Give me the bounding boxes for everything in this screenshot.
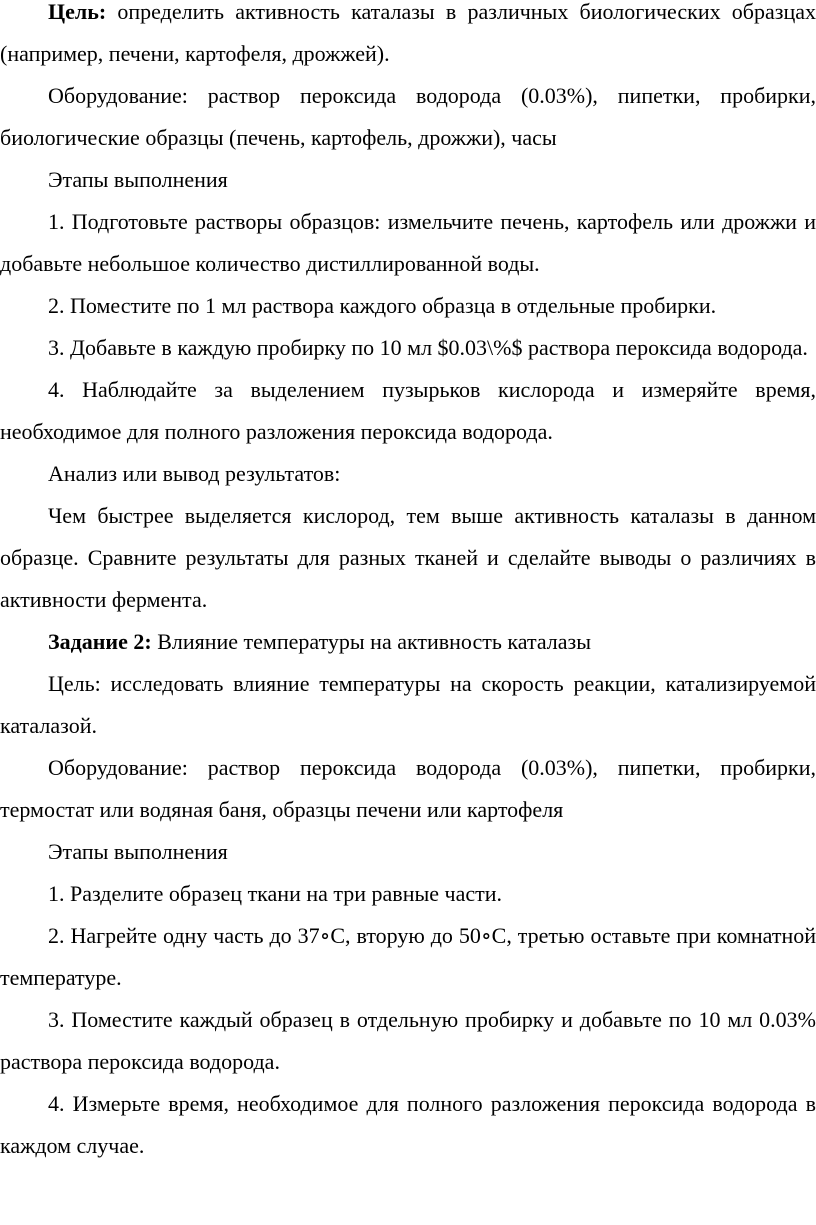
equipment-paragraph-1: Оборудование: раствор пероксида водорода (0.03%), пипетки, пробирки, биологические образцы (печень, картофель, дрожжи), часы (0, 83, 816, 150)
task-2-title: Влияние температуры на активность каталазы (151, 629, 591, 654)
goal-paragraph-1 (0, 0, 816, 75)
step-2-1: 1. Разделите образец ткани на три равные части. (48, 881, 502, 906)
equipment-paragraph-2: Оборудование: раствор пероксида водорода (0.03%), пипетки, пробирки, термостат или водяная баня, образцы печени или картофеля (0, 755, 816, 822)
goal-label: Цель: (48, 0, 107, 24)
step-1-3: 3. Добавьте в каждую пробирку по 10 мл $0.03\%$ раствора пероксида водорода. (48, 335, 808, 360)
goal-paragraph-2: Цель: исследовать влияние температуры на скорость реакции, катализируемой каталазой. (0, 671, 816, 738)
goal-text: определить активность каталазы в различных биологических образцах (например, печени, картофеля, дрожжей). (0, 0, 816, 66)
task-2-heading (0, 621, 816, 663)
task-2-label: Задание 2: (48, 629, 152, 654)
analysis-heading: Анализ или вывод результатов: (48, 461, 341, 486)
step-2-3: 3. Поместите каждый образец в отдельную пробирку и добавьте по 10 мл 0.03% раствора пероксида водорода. (0, 1007, 816, 1074)
step-1-2: 2. Поместите по 1 мл раствора каждого образца в отдельные пробирки. (48, 293, 717, 318)
step-1-4: 4. Наблюдайте за выделением пузырьков кислорода и измеряйте время, необходимое для полного разложения пероксида водорода. (0, 377, 816, 444)
stages-heading-1: Этапы выполнения (48, 167, 228, 192)
step-2-2: 2. Нагрейте одну часть до 37∘С, вторую до 50∘С, третью оставьте при комнатной температуре. (0, 923, 816, 990)
step-2-4: 4. Измерьте время, необходимое для полного разложения пероксида водорода в каждом случае. (0, 1091, 816, 1158)
stages-heading-2: Этапы выполнения (48, 839, 228, 864)
step-1-1: 1. Подготовьте растворы образцов: измельчите печень, картофель или дрожжи и добавьте небольшое количество дистиллированной воды. (0, 209, 816, 276)
analysis-paragraph: Чем быстрее выделяется кислород, тем выше активность каталазы в данном образце. Сравните результаты для разных тканей и сделайте выводы о различиях в активности фермента. (0, 503, 816, 612)
